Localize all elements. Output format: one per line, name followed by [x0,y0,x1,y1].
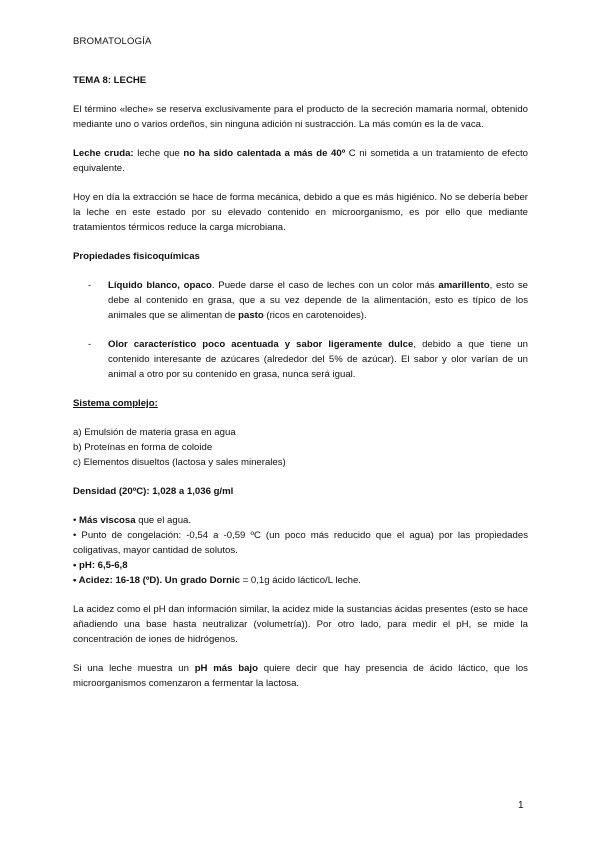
low-ph-text-2: quiere decir que hay presencia de ácido láctico, que los microorganismos comenzaron a fermentar la lactosa. [73,663,528,689]
raw-milk-text-1: leche que [133,148,184,159]
running-header: BROMATOLOGÍA [73,36,152,47]
fact-viscosity [73,513,528,528]
fact-text: = 0,1g ácido láctico/L leche. [239,575,361,586]
property-item-1 [88,278,528,323]
property-text [108,278,528,323]
list-item: a) Emulsión de materia grasa en agua [73,427,236,438]
property-bold-2: amarillento [438,280,490,291]
raw-milk-bold: no ha sido calentada a más de 40º [183,148,346,159]
property-text-1: . Puede darse el caso de leches con un color más [211,280,439,291]
list-item: c) Elementos disueltos (lactosa y sales minerales) [73,457,286,468]
extraction-paragraph: Hoy en día la extracción se hace de forma mecánica, debido a que es más higiénico. No se debería beber la leche en este estado por su elevado contenido en microorganismo, es por ello que mediante tratamientos térmicos reduce la carga microbiana. [73,192,528,233]
fact-bold: Más viscosa [79,515,136,526]
page-number: 1 [518,800,524,811]
density-separator: : [146,486,153,497]
property-text-1: , debido a que tiene un contenido interesante de azúcares (alrededor del 5% de azúcar). El sabor y olor varían de un animal a otro por su contenido en grasa, nunca será igual. [108,339,528,380]
density-label: Densidad (20ºC) [73,486,147,497]
property-text [108,337,528,382]
properties-heading: Propiedades fisicoquímicas [73,251,200,262]
raw-milk-definition [73,146,528,176]
acidity-paragraph: La acidez como el pH dan información similar, la acidez mide la sustancias ácidas presentes (esto se hace añadiendo una base hasta neutralizar (volumetría)). Por otro lado, para medir el pH, se mide la concentración de iones de hidrógenos. [73,604,528,645]
property-text-3: (ricos en carotenoides). [263,310,367,321]
property-bold-3: pasto [238,310,264,321]
property-text-2: , esto se debe al contenido en grasa, que a su vez depende de la alimentación, esto es típico de los animales que se alimentan de [108,280,528,321]
complex-heading: Sistema complejo: [73,398,158,409]
low-ph-paragraph [73,661,528,691]
fact-text: que el agua. [135,515,192,526]
low-ph-bold: pH más bajo [194,663,258,674]
fact-bullet: • [73,515,80,526]
raw-milk-label: Leche cruda: [73,148,134,159]
list-item: b) Proteínas en forma de coloide [73,442,213,453]
density-value: 1,028 a 1,036 g/ml [152,486,234,497]
section-title: TEMA 8: LECHE [73,75,147,86]
list-dash: - [88,339,92,350]
complex-list [73,425,528,470]
raw-milk-text-2: C ni sometida a un tratamiento de efecto equivalente. [73,148,528,174]
low-ph-text-1: Si una leche muestra un [73,663,195,674]
intro-paragraph: El término «leche» se reserva exclusivamente para el producto de la secreción mamaria normal, obtenido mediante uno o varios ordeños, sin ninguna adición ni sustracción. La más común es la de vaca. [73,104,528,130]
list-dash: - [88,280,92,291]
fact-bold: • Acidez: 16-18 (ºD). Un grado Dornic [73,575,240,586]
page-content [73,73,528,691]
fact-ph: • pH: 6,5-6,8 [73,560,128,571]
fact-acidity [73,573,528,588]
density-line [73,484,528,499]
facts-list [73,513,528,588]
property-bold: Líquido blanco, opaco [108,280,212,291]
fact-freezing: • Punto de congelación: -0,54 a -0,59 ºC (un poco más reducido que el agua) por las propiedades coligativas, mayor cantidad de solutos. [73,530,528,556]
property-bold: Olor característico poco acentuada y sabor ligeramente dulce [108,339,414,350]
property-item-2 [88,337,528,382]
